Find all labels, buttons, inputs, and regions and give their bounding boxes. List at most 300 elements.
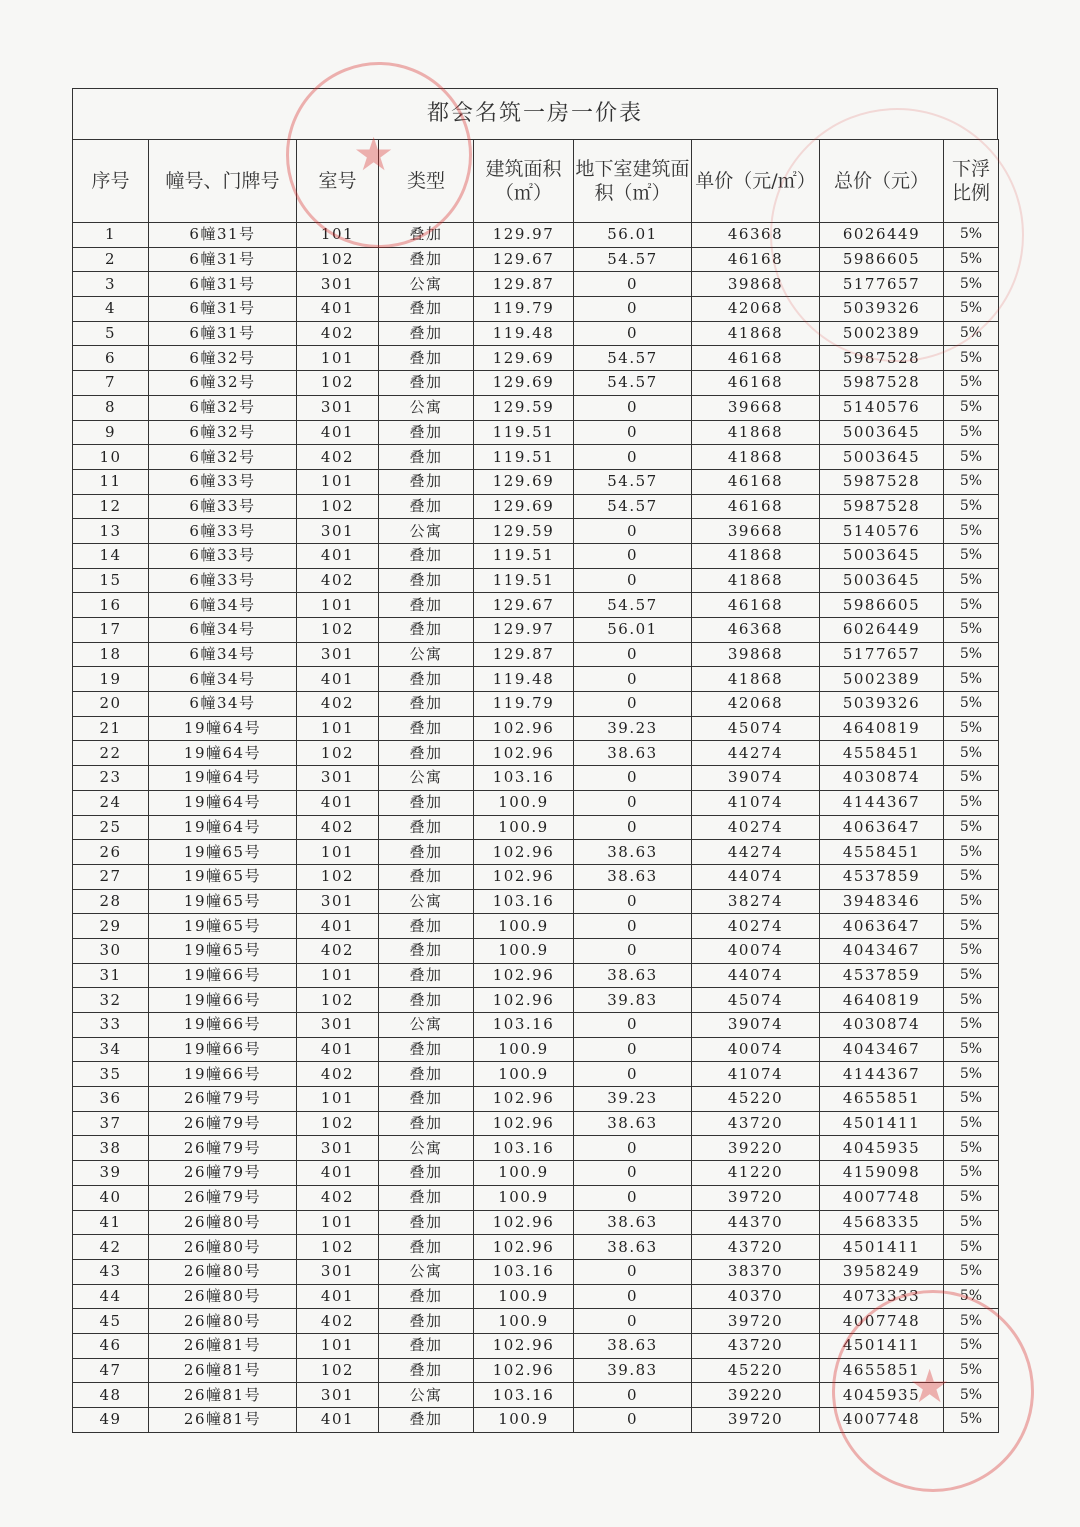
- cell-type: 叠加: [379, 864, 474, 889]
- table-row: [73, 1087, 999, 1112]
- cell-type: 叠加: [379, 247, 474, 272]
- table-row: [73, 1161, 999, 1186]
- cell-building: 19幢66号: [149, 1037, 297, 1062]
- cell-total-price: 5177657: [820, 272, 944, 297]
- cell-unit-price: 43720: [692, 1333, 820, 1358]
- cell-type: 叠加: [379, 1408, 474, 1433]
- cell-area: 119.48: [474, 667, 574, 692]
- cell-building: 19幢64号: [149, 815, 297, 840]
- cell-area: 100.9: [474, 1037, 574, 1062]
- cell-building: 19幢64号: [149, 741, 297, 766]
- table-row: [73, 321, 999, 346]
- table-row: [73, 914, 999, 939]
- cell-unit-price: 38370: [692, 1259, 820, 1284]
- cell-basement: 0: [574, 1161, 692, 1186]
- cell-unit-price: 41868: [692, 445, 820, 470]
- cell-type: 叠加: [379, 1284, 474, 1309]
- cell-unit-price: 46168: [692, 469, 820, 494]
- table-row: [73, 1358, 999, 1383]
- cell-total-price: 5987528: [820, 469, 944, 494]
- cell-discount: 5%: [944, 790, 999, 815]
- cell-discount: 5%: [944, 469, 999, 494]
- cell-type: 叠加: [379, 741, 474, 766]
- cell-seq: 42: [73, 1235, 149, 1260]
- cell-basement: 38.63: [574, 1111, 692, 1136]
- cell-area: 129.87: [474, 642, 574, 667]
- cell-unit-price: 46168: [692, 371, 820, 396]
- cell-room: 301: [297, 272, 379, 297]
- cell-building: 6幢31号: [149, 272, 297, 297]
- cell-unit-price: 46168: [692, 494, 820, 519]
- header-building: 幢号、门牌号: [149, 140, 297, 223]
- cell-unit-price: 45220: [692, 1087, 820, 1112]
- cell-area: 102.96: [474, 1210, 574, 1235]
- cell-discount: 5%: [944, 1013, 999, 1038]
- cell-type: 公寓: [379, 395, 474, 420]
- cell-discount: 5%: [944, 1210, 999, 1235]
- cell-total-price: 4655851: [820, 1087, 944, 1112]
- table-row: [73, 1408, 999, 1433]
- cell-unit-price: 39868: [692, 272, 820, 297]
- cell-building: 26幢79号: [149, 1087, 297, 1112]
- cell-total-price: 4501411: [820, 1333, 944, 1358]
- cell-room: 401: [297, 790, 379, 815]
- cell-total-price: 4063647: [820, 815, 944, 840]
- cell-area: 103.16: [474, 1383, 574, 1408]
- cell-seq: 44: [73, 1284, 149, 1309]
- cell-basement: 0: [574, 445, 692, 470]
- cell-total-price: 5003645: [820, 568, 944, 593]
- cell-room: 401: [297, 914, 379, 939]
- cell-type: 公寓: [379, 766, 474, 791]
- cell-type: 公寓: [379, 1383, 474, 1408]
- cell-building: 26幢80号: [149, 1235, 297, 1260]
- cell-basement: 38.63: [574, 840, 692, 865]
- cell-unit-price: 39720: [692, 1408, 820, 1433]
- cell-total-price: 4043467: [820, 938, 944, 963]
- cell-discount: 5%: [944, 593, 999, 618]
- cell-type: 叠加: [379, 988, 474, 1013]
- cell-basement: 38.63: [574, 1333, 692, 1358]
- cell-basement: 54.57: [574, 346, 692, 371]
- table-row: [73, 815, 999, 840]
- cell-unit-price: 43720: [692, 1111, 820, 1136]
- cell-basement: 54.57: [574, 593, 692, 618]
- cell-seq: 12: [73, 494, 149, 519]
- cell-type: 叠加: [379, 543, 474, 568]
- cell-room: 401: [297, 297, 379, 322]
- cell-basement: 0: [574, 1185, 692, 1210]
- cell-basement: 0: [574, 272, 692, 297]
- cell-building: 6幢32号: [149, 371, 297, 396]
- cell-discount: 5%: [944, 889, 999, 914]
- cell-room: 301: [297, 889, 379, 914]
- cell-seq: 22: [73, 741, 149, 766]
- cell-basement: 0: [574, 790, 692, 815]
- cell-unit-price: 44274: [692, 741, 820, 766]
- cell-building: 6幢33号: [149, 469, 297, 494]
- cell-room: 301: [297, 395, 379, 420]
- cell-basement: 56.01: [574, 618, 692, 643]
- cell-discount: 5%: [944, 840, 999, 865]
- table-row: [73, 1210, 999, 1235]
- cell-discount: 5%: [944, 1111, 999, 1136]
- cell-unit-price: 44074: [692, 963, 820, 988]
- cell-unit-price: 41868: [692, 321, 820, 346]
- cell-basement: 0: [574, 395, 692, 420]
- cell-unit-price: 46168: [692, 247, 820, 272]
- table-row: [73, 692, 999, 717]
- cell-area: 102.96: [474, 1087, 574, 1112]
- cell-unit-price: 42068: [692, 297, 820, 322]
- cell-type: 公寓: [379, 519, 474, 544]
- cell-building: 26幢80号: [149, 1284, 297, 1309]
- cell-building: 6幢33号: [149, 494, 297, 519]
- cell-discount: 5%: [944, 1383, 999, 1408]
- cell-room: 102: [297, 1235, 379, 1260]
- cell-basement: 0: [574, 1013, 692, 1038]
- cell-room: 401: [297, 667, 379, 692]
- cell-type: 叠加: [379, 1111, 474, 1136]
- cell-total-price: 4073333: [820, 1284, 944, 1309]
- cell-area: 119.48: [474, 321, 574, 346]
- cell-seq: 46: [73, 1333, 149, 1358]
- cell-discount: 5%: [944, 420, 999, 445]
- cell-basement: 0: [574, 766, 692, 791]
- cell-building: 26幢79号: [149, 1161, 297, 1186]
- cell-room: 301: [297, 1013, 379, 1038]
- cell-basement: 39.83: [574, 1358, 692, 1383]
- cell-discount: 5%: [944, 642, 999, 667]
- cell-building: 6幢34号: [149, 692, 297, 717]
- header-basement: 地下室建筑面积（㎡）: [574, 140, 692, 223]
- cell-type: 叠加: [379, 840, 474, 865]
- cell-total-price: 4007748: [820, 1408, 944, 1433]
- cell-building: 6幢34号: [149, 667, 297, 692]
- cell-total-price: 4030874: [820, 766, 944, 791]
- cell-area: 102.96: [474, 1111, 574, 1136]
- cell-basement: 0: [574, 1062, 692, 1087]
- cell-area: 129.69: [474, 469, 574, 494]
- cell-seq: 48: [73, 1383, 149, 1408]
- cell-type: 叠加: [379, 790, 474, 815]
- cell-seq: 32: [73, 988, 149, 1013]
- cell-discount: 5%: [944, 864, 999, 889]
- cell-room: 401: [297, 1408, 379, 1433]
- cell-seq: 11: [73, 469, 149, 494]
- table-row: [73, 519, 999, 544]
- cell-basement: 38.63: [574, 741, 692, 766]
- cell-discount: 5%: [944, 1333, 999, 1358]
- cell-discount: 5%: [944, 988, 999, 1013]
- cell-unit-price: 41868: [692, 568, 820, 593]
- cell-room: 301: [297, 642, 379, 667]
- cell-seq: 49: [73, 1408, 149, 1433]
- table-row: [73, 963, 999, 988]
- cell-room: 301: [297, 519, 379, 544]
- cell-building: 19幢65号: [149, 864, 297, 889]
- cell-unit-price: 46368: [692, 618, 820, 643]
- cell-room: 102: [297, 494, 379, 519]
- cell-basement: 0: [574, 568, 692, 593]
- cell-basement: 0: [574, 519, 692, 544]
- cell-total-price: 4640819: [820, 988, 944, 1013]
- cell-total-price: 5003645: [820, 543, 944, 568]
- cell-seq: 31: [73, 963, 149, 988]
- cell-building: 19幢65号: [149, 938, 297, 963]
- cell-area: 129.67: [474, 247, 574, 272]
- cell-basement: 54.57: [574, 494, 692, 519]
- table-row: [73, 938, 999, 963]
- cell-unit-price: 41220: [692, 1161, 820, 1186]
- table-row: [73, 1259, 999, 1284]
- cell-total-price: 5986605: [820, 593, 944, 618]
- cell-discount: 5%: [944, 543, 999, 568]
- cell-discount: 5%: [944, 1259, 999, 1284]
- cell-room: 401: [297, 420, 379, 445]
- cell-seq: 18: [73, 642, 149, 667]
- cell-discount: 5%: [944, 1185, 999, 1210]
- cell-total-price: 4144367: [820, 790, 944, 815]
- cell-basement: 0: [574, 914, 692, 939]
- cell-seq: 6: [73, 346, 149, 371]
- cell-area: 119.51: [474, 445, 574, 470]
- cell-room: 402: [297, 815, 379, 840]
- cell-building: 26幢79号: [149, 1111, 297, 1136]
- table-row: [73, 1062, 999, 1087]
- cell-seq: 26: [73, 840, 149, 865]
- table-row: [73, 840, 999, 865]
- cell-discount: 5%: [944, 1358, 999, 1383]
- cell-room: 102: [297, 618, 379, 643]
- cell-area: 129.59: [474, 395, 574, 420]
- cell-discount: 5%: [944, 667, 999, 692]
- cell-basement: 0: [574, 321, 692, 346]
- table-body: [73, 223, 999, 1433]
- cell-unit-price: 39720: [692, 1309, 820, 1334]
- cell-area: 100.9: [474, 1408, 574, 1433]
- cell-room: 402: [297, 692, 379, 717]
- seal-star-icon: ★: [353, 127, 395, 181]
- cell-discount: 5%: [944, 1087, 999, 1112]
- cell-unit-price: 46168: [692, 593, 820, 618]
- cell-total-price: 4045935: [820, 1383, 944, 1408]
- cell-room: 401: [297, 543, 379, 568]
- cell-basement: 0: [574, 1259, 692, 1284]
- cell-area: 100.9: [474, 815, 574, 840]
- cell-discount: 5%: [944, 346, 999, 371]
- cell-type: 叠加: [379, 1358, 474, 1383]
- cell-room: 402: [297, 1062, 379, 1087]
- cell-total-price: 5987528: [820, 494, 944, 519]
- cell-seq: 7: [73, 371, 149, 396]
- cell-room: 401: [297, 1284, 379, 1309]
- cell-building: 6幢34号: [149, 642, 297, 667]
- table-row: [73, 642, 999, 667]
- cell-seq: 34: [73, 1037, 149, 1062]
- cell-unit-price: 40274: [692, 815, 820, 840]
- cell-room: 401: [297, 1037, 379, 1062]
- cell-discount: 5%: [944, 1161, 999, 1186]
- table-row: [73, 1383, 999, 1408]
- table-row: [73, 1309, 999, 1334]
- cell-basement: 38.63: [574, 1235, 692, 1260]
- table-row: [73, 790, 999, 815]
- cell-area: 129.87: [474, 272, 574, 297]
- cell-room: 402: [297, 568, 379, 593]
- cell-basement: 0: [574, 1284, 692, 1309]
- cell-type: 叠加: [379, 1161, 474, 1186]
- cell-building: 26幢81号: [149, 1383, 297, 1408]
- cell-type: 公寓: [379, 272, 474, 297]
- cell-unit-price: 41868: [692, 543, 820, 568]
- cell-total-price: 4007748: [820, 1185, 944, 1210]
- cell-basement: 56.01: [574, 223, 692, 248]
- cell-room: 101: [297, 1087, 379, 1112]
- cell-unit-price: 41074: [692, 1062, 820, 1087]
- cell-basement: 0: [574, 1037, 692, 1062]
- cell-discount: 5%: [944, 247, 999, 272]
- cell-discount: 5%: [944, 741, 999, 766]
- cell-basement: 39.83: [574, 988, 692, 1013]
- cell-discount: 5%: [944, 938, 999, 963]
- cell-discount: 5%: [944, 1309, 999, 1334]
- table-row: [73, 223, 999, 248]
- table-row: [73, 395, 999, 420]
- cell-room: 101: [297, 963, 379, 988]
- cell-type: 叠加: [379, 914, 474, 939]
- cell-building: 26幢81号: [149, 1408, 297, 1433]
- table-row: [73, 469, 999, 494]
- cell-seq: 37: [73, 1111, 149, 1136]
- cell-area: 100.9: [474, 914, 574, 939]
- cell-seq: 10: [73, 445, 149, 470]
- table-row: [73, 494, 999, 519]
- cell-room: 101: [297, 1333, 379, 1358]
- cell-building: 19幢66号: [149, 963, 297, 988]
- cell-discount: 5%: [944, 568, 999, 593]
- table-row: [73, 1037, 999, 1062]
- cell-building: 6幢31号: [149, 223, 297, 248]
- cell-area: 102.96: [474, 1358, 574, 1383]
- cell-discount: 5%: [944, 395, 999, 420]
- cell-unit-price: 46368: [692, 223, 820, 248]
- cell-type: 公寓: [379, 1259, 474, 1284]
- cell-type: 叠加: [379, 420, 474, 445]
- cell-basement: 0: [574, 938, 692, 963]
- table-row: [73, 716, 999, 741]
- cell-basement: 38.63: [574, 864, 692, 889]
- cell-seq: 33: [73, 1013, 149, 1038]
- table-row: [73, 1333, 999, 1358]
- cell-type: 叠加: [379, 494, 474, 519]
- cell-area: 129.69: [474, 346, 574, 371]
- cell-room: 301: [297, 1259, 379, 1284]
- cell-area: 102.96: [474, 716, 574, 741]
- cell-discount: 5%: [944, 297, 999, 322]
- cell-total-price: 5003645: [820, 445, 944, 470]
- table-row: [73, 1284, 999, 1309]
- cell-building: 19幢64号: [149, 716, 297, 741]
- cell-unit-price: 39220: [692, 1136, 820, 1161]
- cell-unit-price: 44370: [692, 1210, 820, 1235]
- cell-room: 101: [297, 1210, 379, 1235]
- cell-building: 26幢79号: [149, 1185, 297, 1210]
- cell-building: 19幢65号: [149, 914, 297, 939]
- cell-total-price: 4655851: [820, 1358, 944, 1383]
- cell-seq: 29: [73, 914, 149, 939]
- cell-area: 129.97: [474, 223, 574, 248]
- cell-building: 6幢32号: [149, 445, 297, 470]
- cell-total-price: 5140576: [820, 519, 944, 544]
- cell-building: 26幢80号: [149, 1210, 297, 1235]
- cell-area: 102.96: [474, 1333, 574, 1358]
- cell-unit-price: 39868: [692, 642, 820, 667]
- cell-total-price: 4144367: [820, 1062, 944, 1087]
- cell-building: 19幢65号: [149, 889, 297, 914]
- cell-type: 叠加: [379, 469, 474, 494]
- cell-discount: 5%: [944, 1408, 999, 1433]
- table-row: [73, 346, 999, 371]
- cell-building: 6幢33号: [149, 568, 297, 593]
- cell-seq: 13: [73, 519, 149, 544]
- cell-area: 100.9: [474, 1185, 574, 1210]
- seal-star-icon: ★: [909, 1359, 951, 1413]
- cell-total-price: 6026449: [820, 618, 944, 643]
- cell-area: 129.97: [474, 618, 574, 643]
- cell-unit-price: 43720: [692, 1235, 820, 1260]
- cell-room: 102: [297, 247, 379, 272]
- cell-type: 叠加: [379, 1235, 474, 1260]
- cell-area: 119.51: [474, 568, 574, 593]
- cell-building: 19幢66号: [149, 1013, 297, 1038]
- cell-seq: 15: [73, 568, 149, 593]
- cell-basement: 0: [574, 1136, 692, 1161]
- cell-type: 叠加: [379, 815, 474, 840]
- cell-unit-price: 39220: [692, 1383, 820, 1408]
- cell-room: 101: [297, 716, 379, 741]
- cell-total-price: 5987528: [820, 371, 944, 396]
- cell-discount: 5%: [944, 618, 999, 643]
- cell-total-price: 5177657: [820, 642, 944, 667]
- cell-total-price: 5002389: [820, 667, 944, 692]
- cell-area: 103.16: [474, 1013, 574, 1038]
- cell-building: 6幢32号: [149, 420, 297, 445]
- cell-area: 103.16: [474, 1259, 574, 1284]
- cell-area: 119.79: [474, 297, 574, 322]
- cell-seq: 5: [73, 321, 149, 346]
- cell-room: 101: [297, 593, 379, 618]
- cell-type: 叠加: [379, 667, 474, 692]
- cell-room: 301: [297, 1383, 379, 1408]
- table-row: [73, 1013, 999, 1038]
- cell-unit-price: 39668: [692, 519, 820, 544]
- cell-room: 402: [297, 321, 379, 346]
- cell-basement: 39.23: [574, 716, 692, 741]
- cell-basement: 0: [574, 692, 692, 717]
- cell-area: 100.9: [474, 1062, 574, 1087]
- cell-discount: 5%: [944, 914, 999, 939]
- cell-unit-price: 44074: [692, 864, 820, 889]
- cell-room: 102: [297, 1111, 379, 1136]
- cell-building: 26幢81号: [149, 1358, 297, 1383]
- cell-building: 26幢80号: [149, 1309, 297, 1334]
- cell-type: 叠加: [379, 593, 474, 618]
- cell-type: 叠加: [379, 692, 474, 717]
- header-unit-price: 单价（元/㎡）: [692, 140, 820, 223]
- cell-total-price: 3948346: [820, 889, 944, 914]
- cell-unit-price: 39074: [692, 766, 820, 791]
